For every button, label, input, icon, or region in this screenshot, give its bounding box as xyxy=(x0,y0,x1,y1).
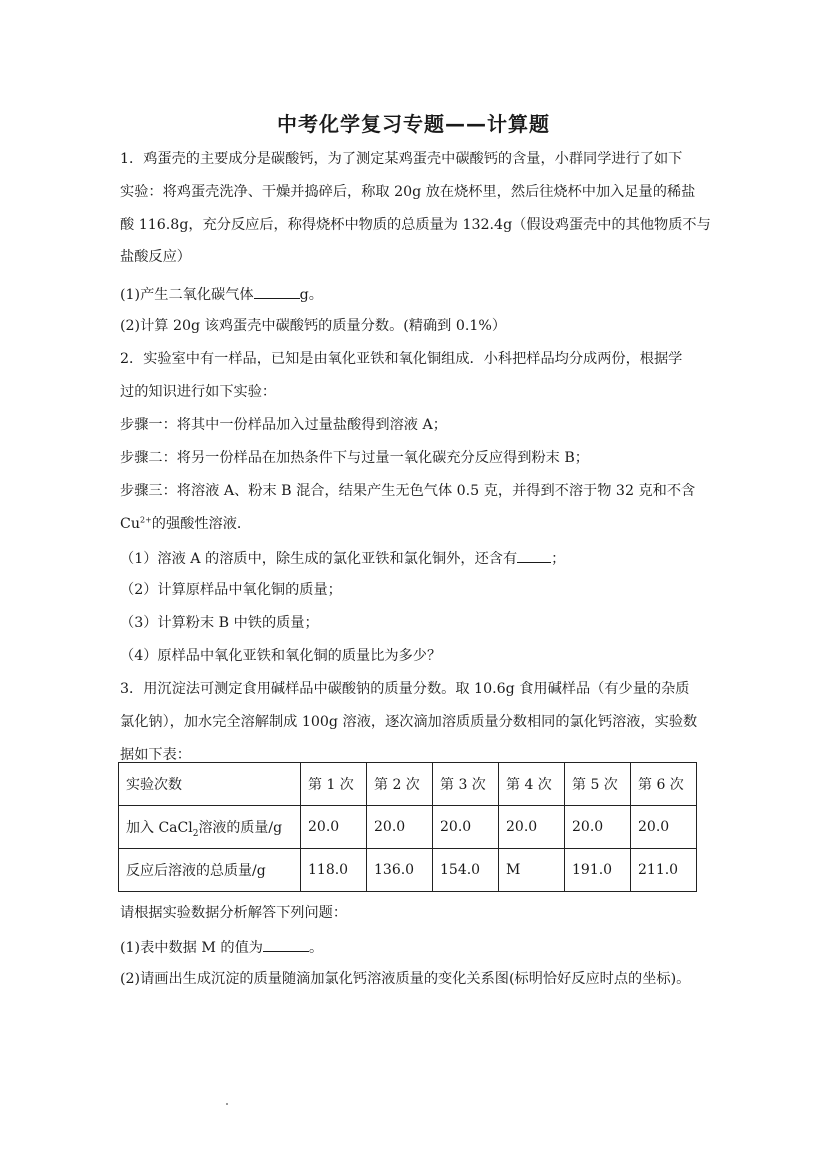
q1-sub-2: (2)计算 20g 该鸡蛋壳中碳酸钙的质量分数。(精确到 0.1%） xyxy=(120,318,507,334)
q1-line-1: 1．鸡蛋壳的主要成分是碳酸钙，为了测定某鸡蛋壳中碳酸钙的含量，小群同学进行了如下 xyxy=(120,151,683,167)
row-label-text-end: 溶液的质量/g xyxy=(198,820,283,836)
experiment-table xyxy=(118,762,697,892)
q1-sub-1-text: (1)产生二氧化碳气体 xyxy=(120,287,254,303)
q2-sub-1-end: ； xyxy=(551,551,566,567)
table-cell: 191.0 xyxy=(565,849,631,892)
table-cell: 136.0 xyxy=(367,849,433,892)
table-cell: 20.0 xyxy=(367,806,433,849)
q2-sub-4: （4）原样品中氧化亚铁和氧化铜的质量比为多少？ xyxy=(120,648,442,664)
q1-line-2: 实验：将鸡蛋壳洗净、干燥并捣碎后，称取 20g 放在烧杯里，然后往烧杯中加入足量的稀盐 xyxy=(120,184,696,200)
q2-line-2: 过的知识进行如下实验： xyxy=(120,384,277,400)
ion-charge: 2+ xyxy=(140,515,152,525)
table-cell: 118.0 xyxy=(301,849,367,892)
copper-ion: Cu xyxy=(120,516,140,532)
table-cell: 20.0 xyxy=(565,806,631,849)
q2-step-3-rest: 的强酸性溶液． xyxy=(151,516,252,532)
q2-sub-1-text: （1）溶液 A 的溶质中，除生成的氯化亚铁和氯化铜外，还含有 xyxy=(120,551,518,567)
table-cell: 211.0 xyxy=(631,849,697,892)
table-row xyxy=(119,849,697,892)
table-header-label: 实验次数 xyxy=(119,763,301,806)
answer-blank xyxy=(517,548,551,563)
q2-step-3: 步骤三：将溶液 A、粉末 B 混合，结果产生无色气体 0.5 克，并得到不溶于物 32 克和不含 xyxy=(120,483,696,499)
answer-blank xyxy=(254,284,300,299)
table-cell: 20.0 xyxy=(499,806,565,849)
table-header-cell: 第 4 次 xyxy=(499,763,565,806)
table-header-cell: 第 5 次 xyxy=(565,763,631,806)
table-header-row xyxy=(119,763,697,806)
q1-line-3: 酸 116.8g，充分反应后，称得烧杯中物质的总质量为 132.4g（假设鸡蛋壳中的其他物质不与 xyxy=(120,217,711,233)
table-header-cell: 第 3 次 xyxy=(433,763,499,806)
q3-sub-1 xyxy=(120,937,720,957)
table-row-label xyxy=(119,806,301,849)
table-cell: 154.0 xyxy=(433,849,499,892)
table-header-cell: 第 2 次 xyxy=(367,763,433,806)
q3-sub-1-end: 。 xyxy=(308,940,324,956)
table-row-label: 反应后溶液的总质量/g xyxy=(119,849,301,892)
q3-line-1: 3．用沉淀法可测定食用碱样品中碳酸钠的质量分数。取 10.6g 食用碱样品（有少量的杂质 xyxy=(120,681,690,697)
table-cell: 20.0 xyxy=(433,806,499,849)
table-row xyxy=(119,806,697,849)
page-dot xyxy=(226,1103,228,1105)
q2-line-1: 2．实验室中有一样品，已知是由氧化亚铁和氧化铜组成．小科把样品均分成两份，根据学 xyxy=(120,351,683,367)
q3-line-3: 据如下表： xyxy=(120,747,191,763)
table-header-cell: 第 1 次 xyxy=(301,763,367,806)
q3-sub-2: (2)请画出生成沉淀的质量随滴加氯化钙溶液质量的变化关系图(标明恰好反应时点的坐标)。 xyxy=(120,971,691,987)
q3-sub-1-text: (1)表中数据 M 的值为 xyxy=(120,940,263,956)
q3-after-table: 请根据实验数据分析解答下列问题： xyxy=(120,905,348,921)
q2-sub-2: （2）计算原样品中氧化铜的质量； xyxy=(120,582,342,598)
q2-step-1: 步骤一：将其中一份样品加入过量盐酸得到溶液 A； xyxy=(120,417,447,433)
q1-sub-1-unit: g。 xyxy=(299,287,323,303)
table-header-cell: 第 6 次 xyxy=(631,763,697,806)
q3-line-2: 氯化钠），加水完全溶解制成 100g 溶液，逐次滴加溶质质量分数相同的氯化钙溶液，实验数 xyxy=(120,714,698,730)
row-label-text: 加入 CaCl xyxy=(126,820,193,836)
q2-step-2: 步骤二：将另一份样品在加热条件下与过量一氧化碳充分反应得到粉末 B； xyxy=(120,450,589,466)
table-cell: M xyxy=(499,849,565,892)
q1-sub-1 xyxy=(120,284,720,304)
q2-sub-1 xyxy=(120,548,720,568)
page-title: 中考化学复习专题——计算题 xyxy=(277,112,550,136)
row-label-subscript: 2 xyxy=(192,828,199,839)
q2-sub-3: （3）计算粉末 B 中铁的质量； xyxy=(120,615,319,631)
table-cell: 20.0 xyxy=(301,806,367,849)
answer-blank xyxy=(263,937,309,952)
q2-step-3-cont xyxy=(120,515,720,533)
table-cell: 20.0 xyxy=(631,806,697,849)
q1-line-4: 盐酸反应） xyxy=(120,249,191,265)
